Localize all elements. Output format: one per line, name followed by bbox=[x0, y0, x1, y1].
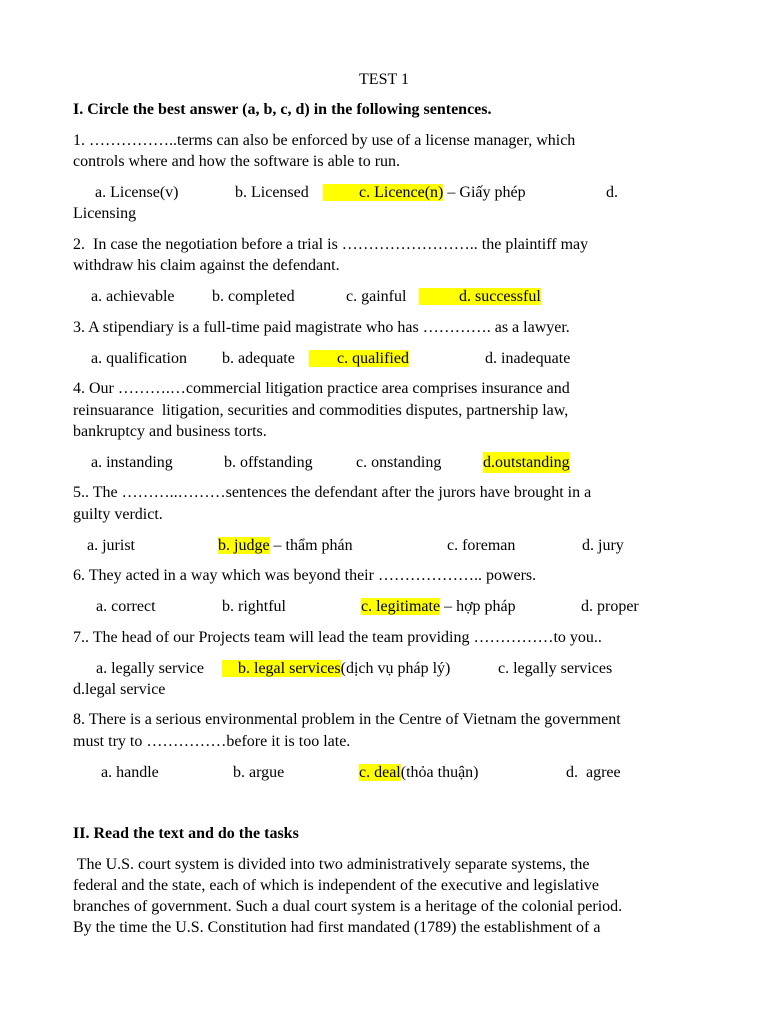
answer-highlight: b. judge bbox=[218, 537, 270, 554]
question-text: 5.. The ………..………sentences the defendant after the jurors have brought in a bbox=[73, 484, 592, 501]
option-d: d. bbox=[606, 184, 618, 201]
question-text: 4. Our ……….…commercial litigation practice area comprises insurance and bbox=[73, 380, 570, 397]
answer-highlight: c. qualified bbox=[309, 350, 409, 367]
question-text: 1. ……………..terms can also be enforced by use of a license manager, which bbox=[73, 132, 576, 149]
option-a: a. jurist bbox=[87, 537, 135, 554]
option-b: b. rightful bbox=[222, 598, 286, 615]
option-d: d. jury bbox=[582, 537, 624, 554]
question-text: bankruptcy and business torts. bbox=[73, 423, 267, 440]
option-d-wrap: Licensing bbox=[73, 205, 137, 222]
option-c-answer bbox=[323, 182, 526, 203]
option-c: c. gainful bbox=[346, 288, 407, 305]
option-c: c. foreman bbox=[447, 537, 516, 554]
passage-line: The U.S. court system is divided into two administratively separate systems, the bbox=[73, 856, 590, 873]
option-a: a. legally service bbox=[96, 660, 204, 677]
option-c: c. legally services bbox=[498, 660, 613, 677]
option-b-answer bbox=[222, 658, 450, 679]
option-d: d. proper bbox=[581, 598, 639, 615]
question-text: 8. There is a serious environmental problem in the Centre of Vietnam the government bbox=[73, 711, 621, 728]
answer-highlight: b. legal services bbox=[222, 660, 341, 677]
option-b: b. Licensed bbox=[235, 184, 309, 201]
option-a: a. correct bbox=[96, 598, 156, 615]
option-a: a. instanding bbox=[91, 454, 173, 471]
option-b-answer bbox=[218, 535, 353, 556]
section-heading: II. Read the text and do the tasks bbox=[73, 825, 299, 842]
option-d: d. agree bbox=[566, 764, 621, 781]
answer-highlight: c. Licence(n) bbox=[323, 184, 443, 201]
option-d-answer bbox=[419, 286, 541, 307]
option-b: b. completed bbox=[212, 288, 295, 305]
option-c: c. onstanding bbox=[356, 454, 442, 471]
translation-note: (thỏa thuận) bbox=[400, 764, 479, 781]
section-heading: I. Circle the best answer (a, b, c, d) in the following sentences. bbox=[73, 101, 492, 118]
option-b: b. adequate bbox=[222, 350, 295, 367]
answer-highlight: d. successful bbox=[419, 288, 541, 305]
option-d: d. inadequate bbox=[485, 350, 571, 367]
option-c-answer bbox=[309, 348, 409, 369]
passage-line: federal and the state, each of which is independent of the executive and legislative bbox=[73, 877, 600, 894]
option-c-answer bbox=[359, 762, 479, 783]
option-d-answer: d.outstanding bbox=[483, 454, 570, 471]
question-text: 2. In case the negotiation before a trial is …………………….. the plaintiff may bbox=[73, 236, 589, 253]
option-a: a. handle bbox=[101, 764, 159, 781]
passage-line: branches of government. Such a dual court system is a heritage of the colonial period. bbox=[73, 898, 623, 915]
question-text: must try to ……………before it is too late. bbox=[73, 733, 351, 750]
translation-note: – thẩm phán bbox=[269, 537, 353, 554]
question-text: 3. A stipendiary is a full-time paid magistrate who has …………. as a lawyer. bbox=[73, 319, 570, 336]
option-a: a. achievable bbox=[91, 288, 175, 305]
question-text: guilty verdict. bbox=[73, 506, 163, 523]
question-text: withdraw his claim against the defendant. bbox=[73, 257, 340, 274]
option-a: a. qualification bbox=[91, 350, 187, 367]
translation-note: (dịch vụ pháp lý) bbox=[340, 660, 451, 677]
option-b: b. argue bbox=[233, 764, 285, 781]
translation-note: – Giấy phép bbox=[443, 184, 526, 201]
question-text: controls where and how the software is able to run. bbox=[73, 153, 401, 170]
question-text: 6. They acted in a way which was beyond their ……………….. powers. bbox=[73, 567, 537, 584]
page-title: TEST 1 bbox=[359, 71, 409, 88]
option-c-answer bbox=[361, 596, 516, 617]
question-text: 7.. The head of our Projects team will lead the team providing ……………to you.. bbox=[73, 629, 602, 646]
question-text: reinsuarance litigation, securities and commodities disputes, partnership law, bbox=[73, 402, 569, 419]
translation-note: – hợp pháp bbox=[440, 598, 516, 615]
answer-highlight: c. legitimate bbox=[361, 598, 441, 615]
option-a: a. License(v) bbox=[95, 184, 179, 201]
option-b: b. offstanding bbox=[224, 454, 313, 471]
answer-highlight: c. deal bbox=[359, 764, 401, 781]
option-d-wrap: d.legal service bbox=[73, 681, 166, 698]
passage-line: By the time the U.S. Constitution had first mandated (1789) the establishment of a bbox=[73, 919, 601, 936]
